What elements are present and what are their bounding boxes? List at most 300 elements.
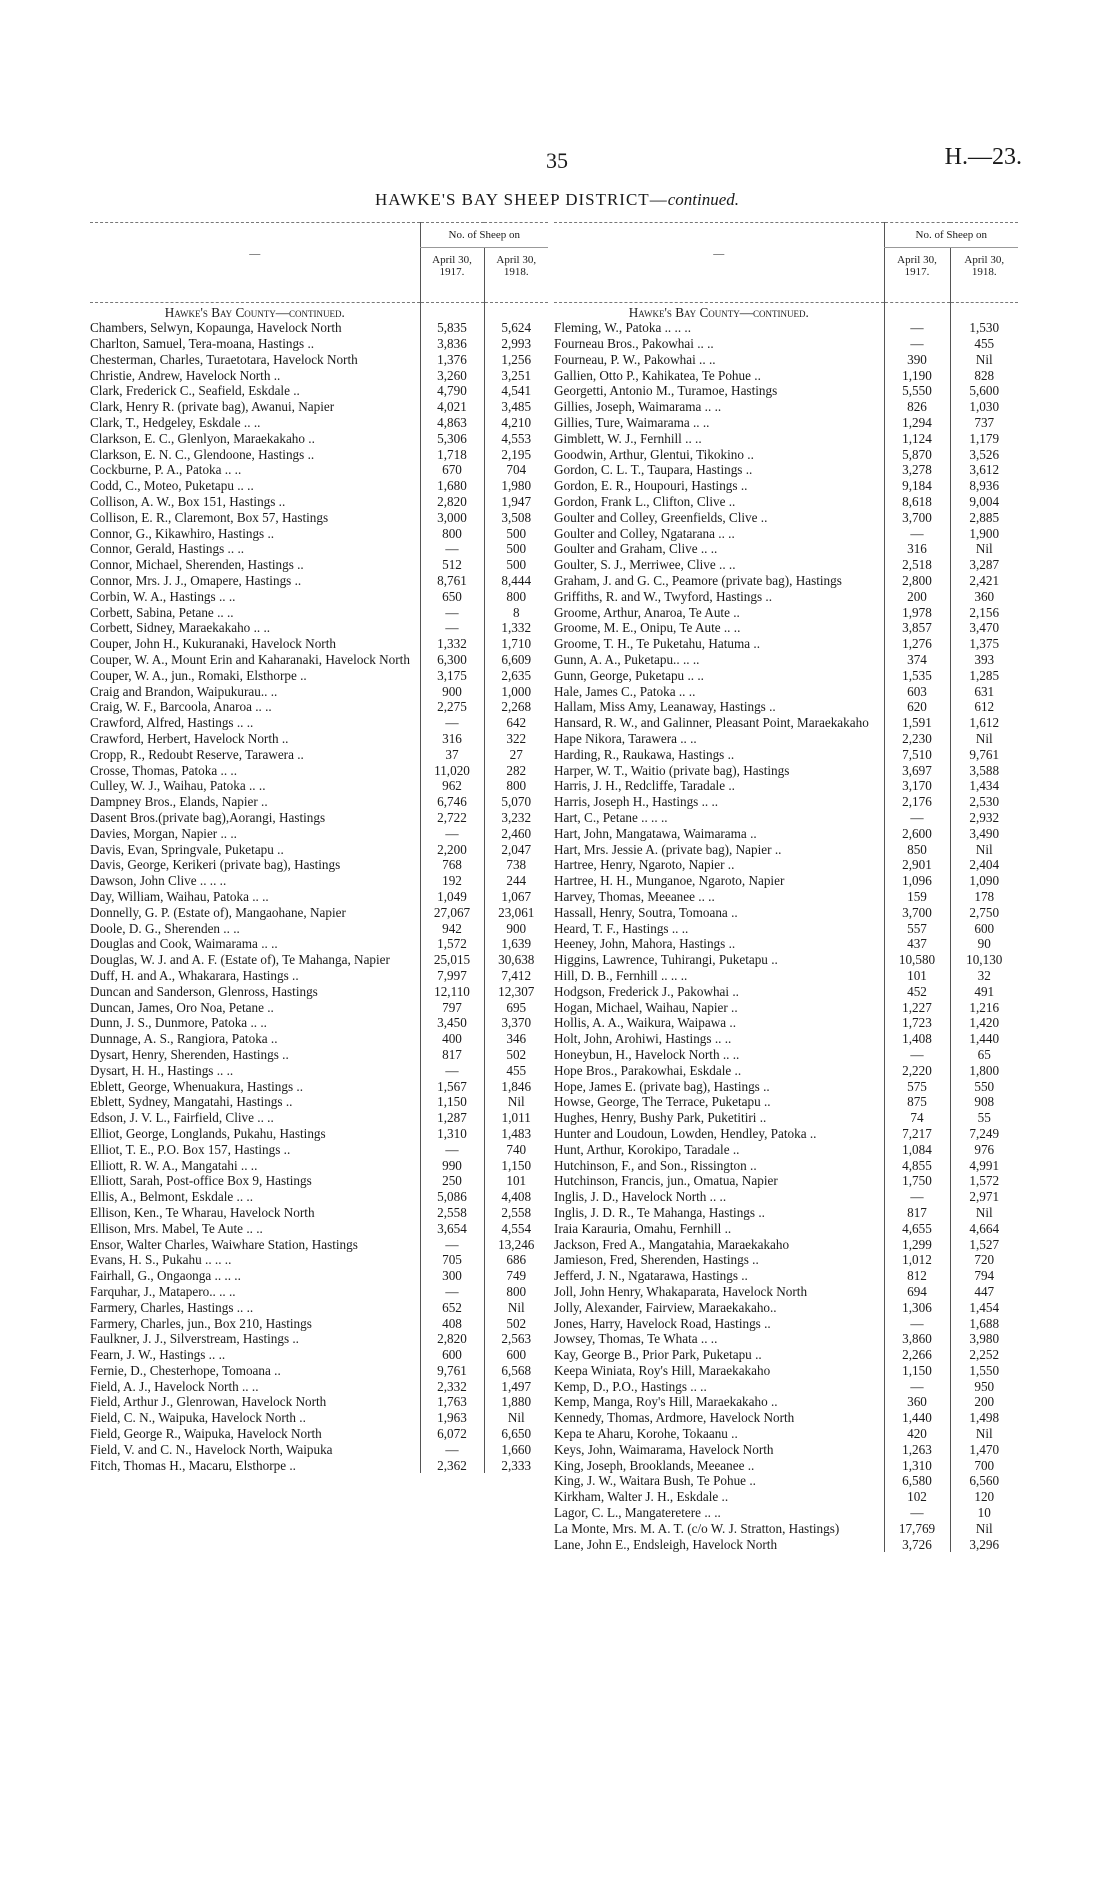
sheep-1918: 600 (484, 1347, 548, 1363)
sheep-1918: 360 (950, 589, 1018, 605)
sheep-1918: 3,232 (484, 810, 548, 826)
sheep-1917: 990 (420, 1158, 484, 1174)
table-row (554, 1063, 1018, 1079)
owner-name: Howse, George, The Terrace, Puketapu .. (554, 1094, 771, 1110)
owner-name: Hartree, H. H., Munganoe, Ngaroto, Napier (554, 873, 785, 889)
sheep-1917: 2,820 (420, 1331, 484, 1347)
owner-name: Goulter and Colley, Ngatarana .. .. (554, 525, 735, 541)
table-row (554, 1379, 1018, 1395)
sheep-1918: 1,000 (484, 684, 548, 700)
sheep-1918: 1,470 (950, 1442, 1018, 1458)
table-row (90, 889, 548, 905)
sheep-1918: 3,588 (950, 763, 1018, 779)
sheep-1917: 1,310 (884, 1458, 950, 1474)
table-row (90, 415, 548, 431)
table-row (90, 383, 548, 399)
sheep-1918: 346 (484, 1031, 548, 1047)
sheep-1917: 420 (884, 1426, 950, 1442)
table-row (554, 1268, 1018, 1284)
sheep-1918: 1,688 (950, 1316, 1018, 1332)
table-row (90, 968, 548, 984)
sheep-1918: Nil (950, 1521, 1018, 1537)
table-row (554, 415, 1018, 431)
sheep-1918: 455 (950, 336, 1018, 352)
table-row (90, 336, 548, 352)
table-row (554, 731, 1018, 747)
table-row (90, 510, 548, 526)
table-row (554, 557, 1018, 573)
owner-name: Davis, George, Kerikeri (private bag), Hastings (90, 857, 341, 873)
sheep-1918: 30,638 (484, 952, 548, 968)
table-row (90, 778, 548, 794)
table-row (554, 1000, 1018, 1016)
sheep-1918: 3,370 (484, 1015, 548, 1031)
owner-name: Collison, A. W., Box 151, Hastings .. (90, 494, 286, 510)
owner-name: Gordon, C. L. T., Taupara, Hastings .. (554, 462, 753, 478)
year-1917-header: April 30, 1917. (884, 248, 950, 285)
table-row (90, 1237, 548, 1253)
owner-name: Ellis, A., Belmont, Eskdale .. .. (90, 1189, 254, 1205)
table-row (90, 462, 548, 478)
table-row (90, 1363, 548, 1379)
sheep-1918: 1,612 (950, 715, 1018, 731)
table-row (90, 842, 548, 858)
table-row (554, 1237, 1018, 1253)
owner-name: Dasent Bros.(private bag),Aorangi, Hastings (90, 810, 326, 825)
sheep-1918: 3,490 (950, 826, 1018, 842)
sheep-1918: 1,011 (484, 1110, 548, 1126)
owner-name: Hunter and Loudoun, Lowden, Hendley, Patoka .. (554, 1125, 817, 1141)
sheep-1917: 3,278 (884, 462, 950, 478)
owner-name: Doole, D. G., Sherenden .. .. (90, 920, 240, 936)
sheep-1918: Nil (484, 1410, 548, 1426)
table-row (554, 1410, 1018, 1426)
sheep-1917: 2,332 (420, 1379, 484, 1395)
table-row (90, 699, 548, 715)
owner-name: Corbin, W. A., Hastings .. .. (90, 588, 236, 604)
sheep-1917: — (884, 336, 950, 352)
sheep-1917: — (884, 1047, 950, 1063)
sheep-1918: Nil (950, 1426, 1018, 1442)
table-row (554, 778, 1018, 794)
sheep-1917: 7,510 (884, 747, 950, 763)
sheep-1918: 3,485 (484, 399, 548, 415)
owner-name: Ellison, Ken., Te Wharau, Havelock North (90, 1204, 315, 1220)
sheep-1918: 3,612 (950, 462, 1018, 478)
table-row (554, 1221, 1018, 1237)
owner-name: Elliott, Sarah, Post-office Box 9, Hastings (90, 1173, 312, 1189)
owner-name: Hope, James E. (private bag), Hastings .. (554, 1078, 770, 1094)
owner-name: Ensor, Walter Charles, Waiwhare Station, Hastings (90, 1236, 358, 1252)
owner-name: Hale, James C., Patoka .. .. (554, 683, 696, 699)
year-1918-header: April 30, 1918. (484, 248, 548, 285)
table-row (90, 541, 548, 557)
sheep-1917: — (420, 826, 484, 842)
owner-name: Harding, R., Raukawa, Hastings .. (554, 746, 735, 762)
sheep-1917: 3,654 (420, 1221, 484, 1237)
sheep-1918: 1,216 (950, 1000, 1018, 1016)
table-row (554, 1442, 1018, 1458)
sheep-1917: 1,567 (420, 1079, 484, 1095)
name-header: — (90, 223, 420, 285)
sheep-1918: 55 (950, 1110, 1018, 1126)
sheep-1918: 322 (484, 731, 548, 747)
owner-name: Day, William, Waihau, Patoka .. .. (90, 888, 269, 904)
owner-name: Farmery, Charles, Hastings .. .. (90, 1299, 254, 1315)
sheep-1918: Nil (950, 1205, 1018, 1221)
table-row (90, 794, 548, 810)
sheep-on-header: No. of Sheep on (420, 223, 548, 248)
sheep-1917: 2,176 (884, 794, 950, 810)
owner-name: Eblett, Sydney, Mangatahi, Hastings .. (90, 1094, 293, 1110)
sheep-1917: 12,110 (420, 984, 484, 1000)
owner-name: Charlton, Samuel, Tera-moana, Hastings .. (90, 336, 315, 352)
table-row (90, 873, 548, 889)
sheep-1918: 5,600 (950, 383, 1018, 399)
owner-name: Chambers, Selwyn, Kopaunga, Havelock North (90, 320, 342, 336)
table-row (554, 968, 1018, 984)
owner-name: Hartree, Henry, Ngaroto, Napier .. (554, 857, 735, 873)
owner-name: Dysart, Henry, Sherenden, Hastings .. (90, 1046, 289, 1062)
sheep-1917: 4,021 (420, 399, 484, 415)
owner-name: Gimblett, W. J., Fernhill .. .. (554, 430, 702, 446)
sheep-1917: 512 (420, 557, 484, 573)
owner-name: Jowsey, Thomas, Te Whata .. .. (554, 1331, 718, 1347)
sheep-1918: 2,268 (484, 699, 548, 715)
table-row (90, 1063, 548, 1079)
table-row (554, 462, 1018, 478)
sheep-1918: 10 (950, 1505, 1018, 1521)
table-row (554, 1015, 1018, 1031)
owner-name: Gordon, E. R., Houpouri, Hastings .. (554, 478, 748, 494)
owner-name: Joll, John Henry, Whakaparata, Havelock North (554, 1283, 808, 1299)
sheep-1917: 5,870 (884, 447, 950, 463)
title-suffix: continued. (667, 190, 739, 209)
owner-name: Hassall, Henry, Soutra, Tomoana .. (554, 904, 738, 920)
sheep-1917: 27,067 (420, 905, 484, 921)
sheep-1917: 1,287 (420, 1110, 484, 1126)
owner-name: Donnelly, G. P. (Estate of), Mangaohane, Napier (90, 904, 346, 920)
owner-name: Duff, H. and A., Whakarara, Hastings .. (90, 967, 299, 983)
table-row (554, 1094, 1018, 1110)
sheep-1918: 1,256 (484, 352, 548, 368)
table-row (90, 636, 548, 652)
sheep-1918: 8 (484, 605, 548, 621)
owner-name: Dunn, J. S., Dunmore, Patoka .. .. (90, 1015, 267, 1031)
table-row (554, 1284, 1018, 1300)
table-row (90, 857, 548, 873)
sheep-1917: 300 (420, 1268, 484, 1284)
owner-name: Connor, Mrs. J. J., Omapere, Hastings .. (90, 573, 302, 589)
table-row (554, 810, 1018, 826)
sheep-1917: — (420, 1284, 484, 1300)
table-row (90, 1126, 548, 1142)
sheep-1918: 200 (950, 1394, 1018, 1410)
sheep-1917: 800 (420, 526, 484, 542)
table-row (554, 541, 1018, 557)
owner-name: Couper, W. A., jun., Romaki, Elsthorpe .. (90, 667, 307, 683)
sheep-1917: — (884, 1505, 950, 1521)
table-row (554, 857, 1018, 873)
sheep-1917: 4,790 (420, 383, 484, 399)
owner-name: Lagor, C. L., Mangateretere .. .. (554, 1505, 721, 1521)
table-row (90, 447, 548, 463)
page-number: 35 (546, 148, 568, 173)
title-main: HAWKE'S BAY SHEEP DISTRICT— (375, 190, 668, 209)
sheep-1918: 2,993 (484, 336, 548, 352)
owner-name: Groome, Arthur, Anaroa, Te Aute .. (554, 604, 740, 620)
sheep-1918: 800 (484, 1284, 548, 1300)
sheep-1917: 374 (884, 652, 950, 668)
sheep-1918: 631 (950, 684, 1018, 700)
sheep-1917: 3,000 (420, 510, 484, 526)
sheep-1917: 2,362 (420, 1458, 484, 1474)
owner-name: Harper, W. T., Waitio (private bag), Hastings (554, 762, 790, 778)
owner-name: Hart, John, Mangatawa, Waimarama .. (554, 825, 757, 841)
table-row (90, 1094, 548, 1110)
name-header: — (554, 223, 884, 285)
sheep-1918: 8,444 (484, 573, 548, 589)
owner-name: Harvey, Thomas, Meeanee .. .. (554, 888, 715, 904)
sheep-1917: 2,266 (884, 1347, 950, 1363)
table-row (90, 652, 548, 668)
sheep-1917: 4,855 (884, 1158, 950, 1174)
table-row (90, 589, 548, 605)
sheep-1918: 4,664 (950, 1221, 1018, 1237)
table-row (90, 1331, 548, 1347)
owner-name: Elliott, R. W. A., Mangatahi .. .. (90, 1157, 258, 1173)
sheep-1918: 23,061 (484, 905, 548, 921)
owner-name: Ellison, Mrs. Mabel, Te Aute .. .. (90, 1220, 263, 1236)
table-row (554, 383, 1018, 399)
sheep-1917: 3,857 (884, 620, 950, 636)
table-row (554, 699, 1018, 715)
sheep-1918: 720 (950, 1252, 1018, 1268)
owner-name: La Monte, Mrs. M. A. T. (c/o W. J. Stratton, Hastings) (554, 1520, 840, 1536)
table-row (554, 605, 1018, 621)
table-row (90, 1252, 548, 1268)
table-row (90, 1316, 548, 1332)
owner-name: Craig, W. F., Barcoola, Anaroa .. .. (90, 699, 272, 715)
sheep-1917: — (884, 1316, 950, 1332)
table-row (90, 573, 548, 589)
owner-name: Gillies, Joseph, Waimarama .. .. (554, 399, 722, 415)
table-row (554, 921, 1018, 937)
table-row (554, 652, 1018, 668)
owner-name: Heard, T. F., Hastings .. .. (554, 920, 689, 936)
table-row (554, 889, 1018, 905)
table-row (90, 668, 548, 684)
sheep-1918: 502 (484, 1316, 548, 1332)
table-row (554, 1079, 1018, 1095)
sheep-1917: 1,227 (884, 1000, 950, 1016)
table-row (554, 573, 1018, 589)
owner-name: Higgins, Lawrence, Tuhirangi, Puketapu .. (554, 952, 778, 968)
table-row (90, 1268, 548, 1284)
sheep-1918: 740 (484, 1142, 548, 1158)
owner-name: Jones, Harry, Havelock Road, Hastings .. (554, 1315, 771, 1331)
sheep-1918: 642 (484, 715, 548, 731)
sheep-1917: 1,294 (884, 415, 950, 431)
sheep-1917: 1,310 (420, 1126, 484, 1142)
table-row (554, 668, 1018, 684)
owner-name: Jamieson, Fred, Sherenden, Hastings .. (554, 1252, 759, 1268)
owner-name: Crawford, Herbert, Havelock North .. (90, 731, 289, 747)
sheep-1917: 1,263 (884, 1442, 950, 1458)
table-row (90, 1347, 548, 1363)
owner-name: Kemp, D., P.O., Hastings .. .. (554, 1378, 707, 1394)
owner-name: Hunt, Arthur, Korokipo, Taradale .. (554, 1141, 740, 1157)
table-row (554, 526, 1018, 542)
table-row (554, 763, 1018, 779)
table-row (554, 715, 1018, 731)
sheep-1918: 1,639 (484, 936, 548, 952)
owner-name: Groome, T. H., Te Puketahu, Hatuma .. (554, 636, 761, 652)
table-row (90, 557, 548, 573)
sheep-1917: 1,012 (884, 1252, 950, 1268)
sheep-1917: 900 (420, 684, 484, 700)
sheep-1918: 1,483 (484, 1126, 548, 1142)
sheep-1918: 1,980 (484, 478, 548, 494)
sheep-1918: 393 (950, 652, 1018, 668)
owner-name: Hutchinson, F., and Son., Rissington .. (554, 1157, 757, 1173)
sheep-1918: 1,179 (950, 431, 1018, 447)
owner-name: Clark, T., Hedgeley, Eskdale .. .. (90, 415, 261, 431)
sheep-1918: Nil (484, 1094, 548, 1110)
owner-name: Fernie, D., Chesterhope, Tomoana .. (90, 1362, 281, 1378)
table-row (554, 1158, 1018, 1174)
sheep-1917: 1,299 (884, 1237, 950, 1253)
sheep-1918: 447 (950, 1284, 1018, 1300)
table-row (90, 368, 548, 384)
table-row (554, 589, 1018, 605)
table-row (90, 936, 548, 952)
table-row (90, 747, 548, 763)
sheep-1918: 1,572 (950, 1173, 1018, 1189)
sheep-1917: 826 (884, 399, 950, 415)
sheep-1918: 6,609 (484, 652, 548, 668)
owner-name: Couper, John H., Kukuranaki, Havelock North (90, 636, 336, 652)
owner-name: Iraia Karauria, Omahu, Fernhill .. (554, 1220, 732, 1236)
table-row (554, 431, 1018, 447)
sheep-1917: 10,580 (884, 952, 950, 968)
owner-name: Cockburne, P. A., Patoka .. .. (90, 462, 242, 478)
table-row (554, 1031, 1018, 1047)
table-row (554, 1426, 1018, 1442)
table-row (554, 1347, 1018, 1363)
table-row (554, 952, 1018, 968)
sheep-1917: 4,863 (420, 415, 484, 431)
owner-name: Gillies, Ture, Waimarama .. .. (554, 415, 710, 431)
sheep-1917: 3,260 (420, 368, 484, 384)
owner-name: Douglas and Cook, Waimarama .. .. (90, 936, 278, 952)
owner-name: Goodwin, Arthur, Glentui, Tikokino .. (554, 446, 754, 462)
owner-name: Duncan, James, Oro Noa, Petane .. (90, 999, 274, 1015)
sheep-1917: 360 (884, 1394, 950, 1410)
sheep-1917: 1,150 (420, 1094, 484, 1110)
table-row (90, 1189, 548, 1205)
table-row (554, 1521, 1018, 1537)
sheep-1917: — (420, 1237, 484, 1253)
sheep-1917: 768 (420, 857, 484, 873)
sheep-1917: 1,750 (884, 1173, 950, 1189)
sheep-1917: 2,220 (884, 1063, 950, 1079)
sheep-1918: 976 (950, 1142, 1018, 1158)
sheep-1917: 200 (884, 589, 950, 605)
sheep-1918: 455 (484, 1063, 548, 1079)
owner-name: Clark, Henry R. (private bag), Awanui, Napier (90, 399, 335, 415)
sheep-1918: 600 (950, 921, 1018, 937)
owner-name: Elliot, T. E., P.O. Box 157, Hastings .. (90, 1141, 291, 1157)
sheep-1917: 817 (884, 1205, 950, 1221)
sheep-1918: 2,421 (950, 573, 1018, 589)
sheep-1918: 9,761 (950, 747, 1018, 763)
owner-name: Collison, E. R., Claremont, Box 57, Hastings (90, 509, 329, 525)
sheep-1917: 1,049 (420, 889, 484, 905)
table-row (554, 873, 1018, 889)
owner-name: Hallam, Miss Amy, Leanaway, Hastings .. (554, 699, 776, 715)
sheep-1917: — (420, 605, 484, 621)
sheep-1918: 500 (484, 541, 548, 557)
sheep-1918: 178 (950, 889, 1018, 905)
sheep-1918: 2,195 (484, 447, 548, 463)
year-1917-header: April 30, 1917. (420, 248, 484, 285)
sheep-1918: 4,408 (484, 1189, 548, 1205)
owner-name: Harris, J. H., Redcliffe, Taradale .. (554, 778, 735, 794)
table-row (554, 747, 1018, 763)
sheep-1917: 3,175 (420, 668, 484, 684)
sheep-1918: 1,550 (950, 1363, 1018, 1379)
table-row (554, 336, 1018, 352)
sheep-1917: 7,217 (884, 1126, 950, 1142)
table-row (554, 1505, 1018, 1521)
sheep-1918: Nil (950, 842, 1018, 858)
sheep-1918: 686 (484, 1252, 548, 1268)
owner-name: Connor, Michael, Sherenden, Hastings .. (90, 557, 304, 573)
owner-name: Dunnage, A. S., Rangiora, Patoka .. (90, 1031, 278, 1047)
sheep-1918: 828 (950, 368, 1018, 384)
owner-name: Clark, Frederick C., Seafield, Eskdale .. (90, 383, 300, 399)
owner-name: Jackson, Fred A., Mangatahia, Maraekakaho (554, 1236, 790, 1252)
table-row (554, 936, 1018, 952)
sheep-1918: 2,563 (484, 1331, 548, 1347)
sheep-1918: 737 (950, 415, 1018, 431)
sheep-1917: 3,860 (884, 1331, 950, 1347)
sheep-1918: 2,971 (950, 1189, 1018, 1205)
sheep-1917: 74 (884, 1110, 950, 1126)
owner-name: Dawson, John Clive .. .. .. (90, 873, 227, 889)
sheep-1918: 1,497 (484, 1379, 548, 1395)
sheep-1917: — (420, 1142, 484, 1158)
owner-name: Goulter and Graham, Clive .. .. (554, 541, 718, 557)
sheep-1918: 4,554 (484, 1221, 548, 1237)
table-row (90, 494, 548, 510)
sheep-1918: 3,508 (484, 510, 548, 526)
owner-name: Gallien, Otto P., Kahikatea, Te Pohue .. (554, 367, 761, 383)
owner-name: Davies, Morgan, Napier .. .. (90, 825, 237, 841)
sheep-1917: 5,086 (420, 1189, 484, 1205)
owner-name: Corbett, Sidney, Maraekakaho .. .. (90, 620, 271, 636)
sheep-1918: 749 (484, 1268, 548, 1284)
table-row (90, 320, 548, 336)
sheep-1918: 1,498 (950, 1410, 1018, 1426)
owner-name: Davis, Evan, Springvale, Puketapu .. (90, 841, 284, 857)
sheep-1917: 17,769 (884, 1521, 950, 1537)
sheep-1917: 4,655 (884, 1221, 950, 1237)
sheep-1918: 3,526 (950, 447, 1018, 463)
sheep-1917: — (420, 715, 484, 731)
sheep-1918: 3,251 (484, 368, 548, 384)
